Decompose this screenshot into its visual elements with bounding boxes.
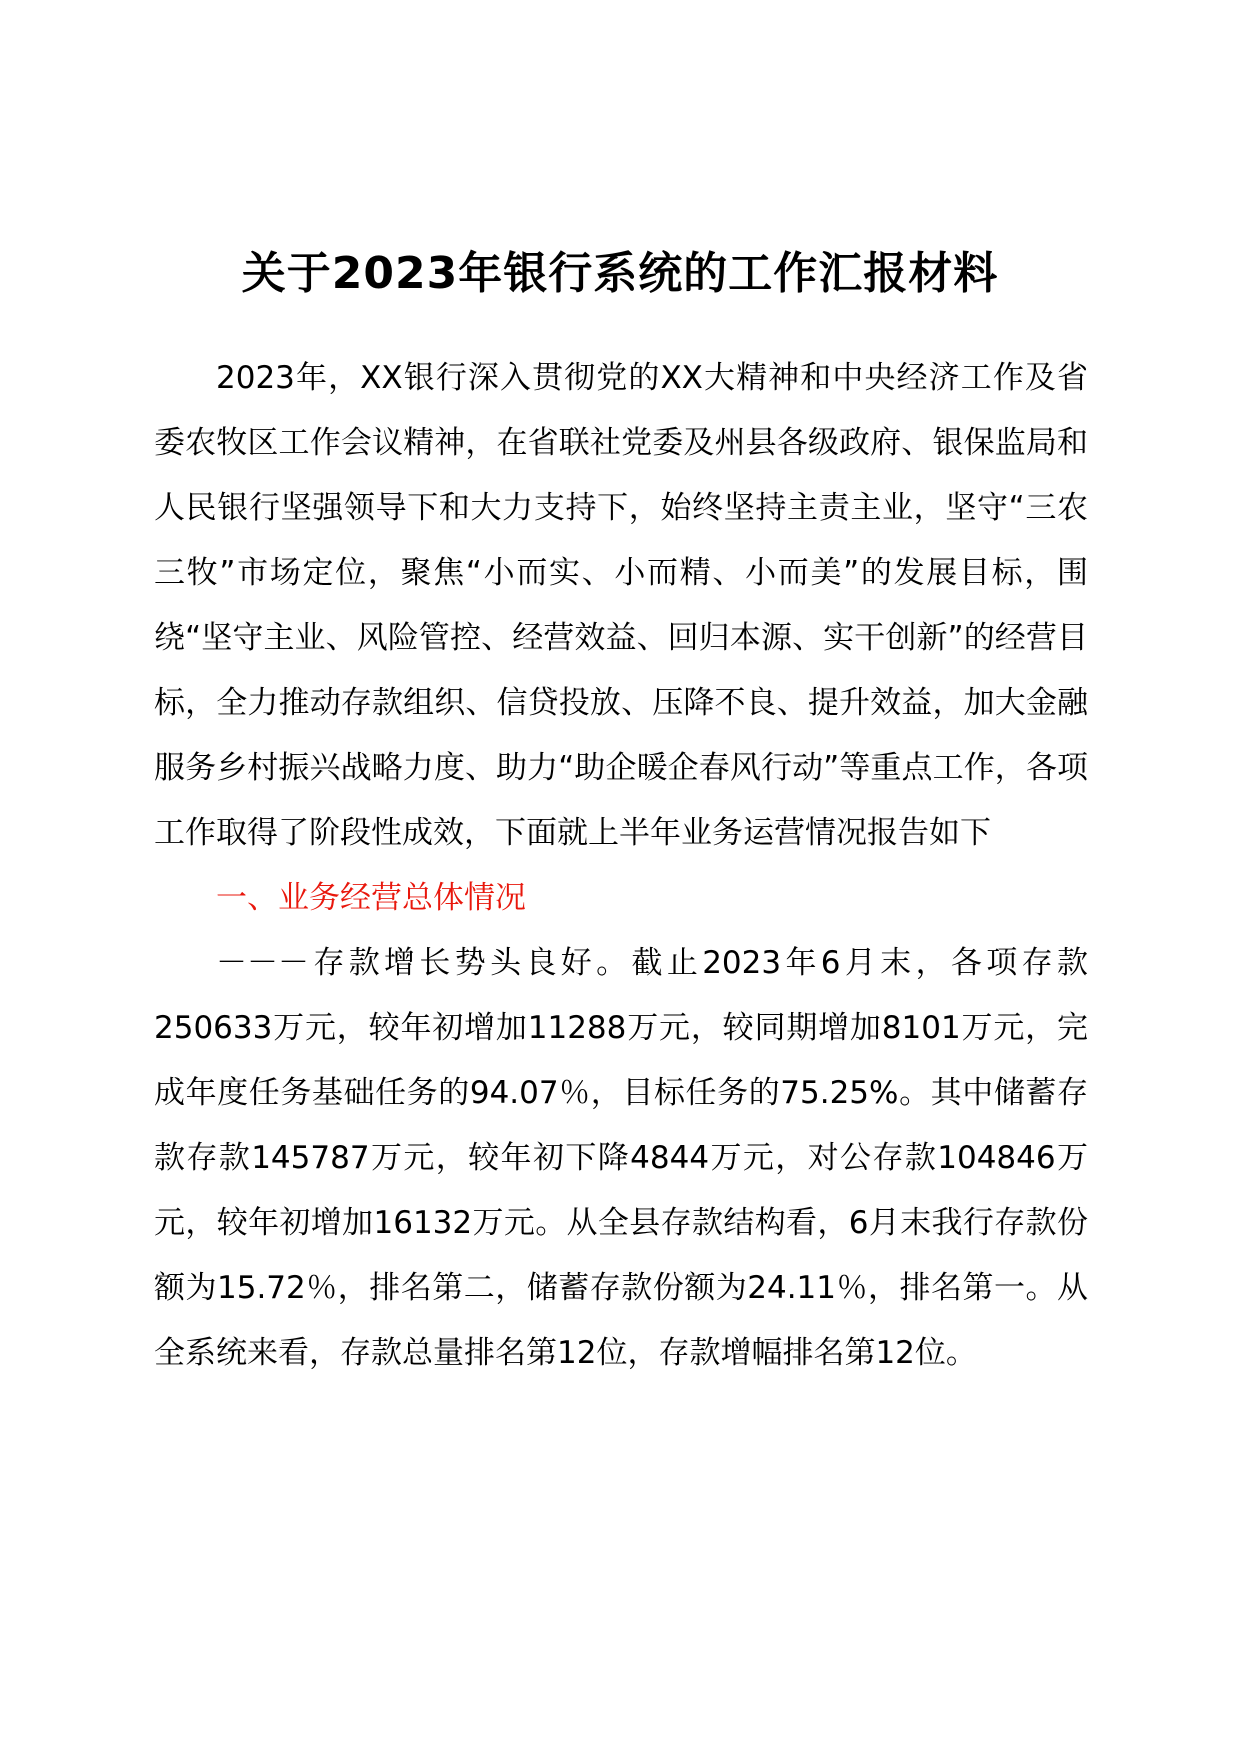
deposit-paragraph: －－－存款增长势头良好。截止2023年6月末，各项存款250633万元，较年初增加11288万元，较同期增加8101万元，完成年度任务基础任务的94.07％，目标任务的75.25%。其中储蓄存款存款145787万元，较年初下降4844万元，对公存款104846万元，较年初增加16132万元。从全县存款结构看，6月末我行存款份额为15.72％，排名第二，储蓄存款份额为24.11％，排名第一。从全系统来看，存款总量排名第12位，存款增幅排名第12位。 [154, 945, 1088, 1371]
intro-paragraph: 2023年，XX银行深入贯彻党的XX大精神和中央经济工作及省委农牧区工作会议精神，在省联社党委及州县各级政府、银保监局和人民银行坚强领导下和大力支持下，始终坚持主责主业，坚守“三农三牧”市场定位，聚焦“小而实、小而精、小而美”的发展目标，围绕“坚守主业、风险管控、经营效益、回归本源、实干创新”的经营目标，全力推动存款组织、信贷投放、压降不良、提升效益，加大金融服务乡村振兴战略力度、助力“助企暖企春风行动”等重点工作，各项工作取得了阶段性成效，下面就上半年业务运营情况报告如下 [154, 360, 1088, 851]
section-heading: 一、业务经营总体情况 [216, 880, 526, 916]
document-title: 关于2023年银行系统的工作汇报材料 [241, 248, 999, 299]
document-body [154, 346, 1088, 1386]
